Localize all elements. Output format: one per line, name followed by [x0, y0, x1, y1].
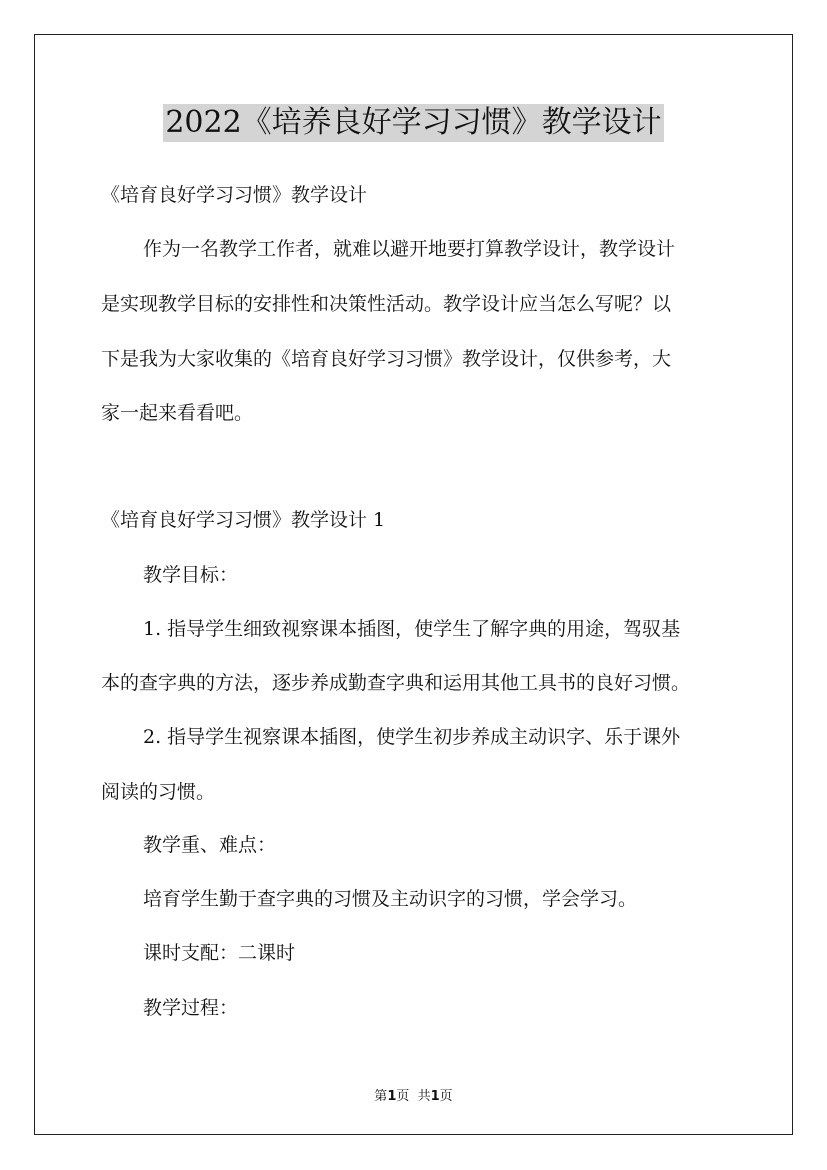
goals-label: 教学目标： — [143, 564, 239, 586]
page-footer — [0, 1085, 827, 1104]
process-label: 教学过程： — [143, 997, 239, 1019]
footer-middle: 页 共 — [396, 1089, 431, 1104]
goal2-line-2: 阅读的习惯。 — [101, 781, 216, 803]
footer-suffix: 页 — [439, 1089, 453, 1104]
section-title: 《培育良好学习习惯》教学设计 1 — [101, 509, 386, 531]
goal1-line-1: 1. 指导学生细致视察课本插图，使学生了解字典的用途，驾驭基 — [143, 618, 681, 640]
footer-page-total: 1 — [430, 1089, 440, 1104]
document-subtitle: 《培育良好学习习惯》教学设计 — [101, 184, 368, 206]
intro-line-3: 下是我为大家收集的《培育良好学习习惯》教学设计，仅供参考，大 — [101, 348, 672, 370]
key-points-label: 教学重、难点： — [143, 834, 277, 856]
footer-prefix: 第 — [374, 1089, 388, 1104]
schedule: 课时支配：二课时 — [143, 942, 296, 964]
document-title: 2022《培养良好学习习惯》教学设计 — [165, 105, 662, 140]
footer-page-number: 1 — [387, 1089, 397, 1104]
intro-line-4: 家一起来看看吧。 — [101, 402, 254, 424]
goal1-line-2: 本的查字典的方法，逐步养成勤查字典和运用其他工具书的良好习惯。 — [101, 672, 691, 694]
goal2-line-1: 2. 指导学生视察课本插图，使学生初步养成主动识字、乐于课外 — [143, 726, 681, 748]
key-points-text: 培育学生勤于查字典的习惯及主动识字的习惯，学会学习。 — [143, 888, 638, 910]
title-container — [0, 104, 827, 142]
intro-line-1: 作为一名教学工作者，就难以避开地要打算教学设计，教学设计 — [143, 238, 676, 260]
intro-line-2: 是实现教学目标的安排性和决策性活动。教学设计应当怎么写呢？以 — [101, 293, 672, 315]
